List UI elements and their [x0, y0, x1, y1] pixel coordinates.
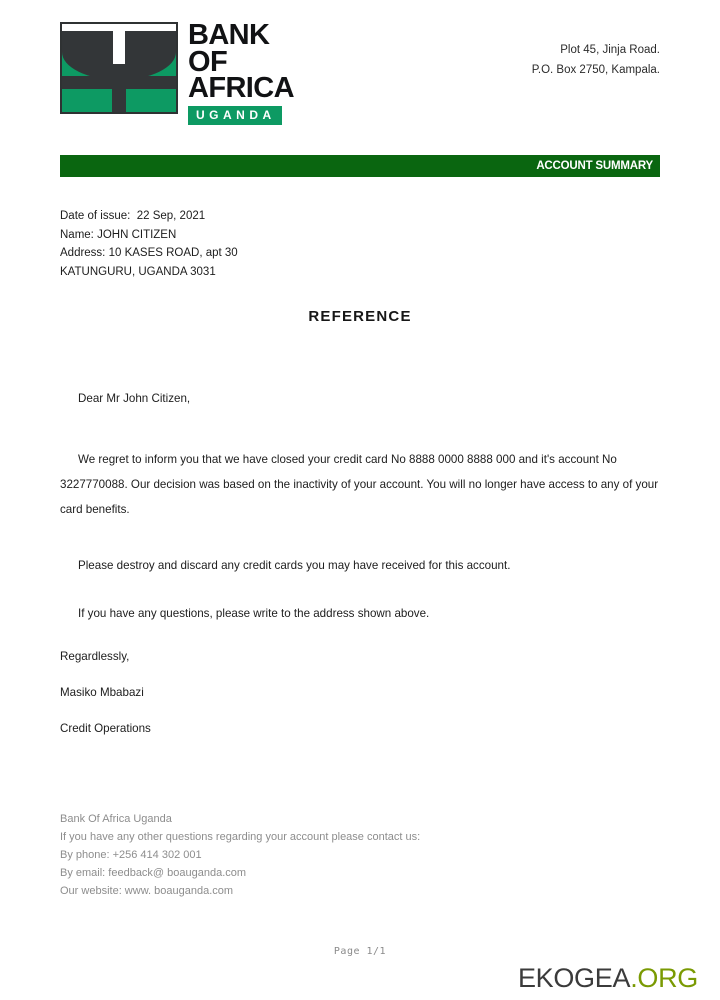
- signoff-signer-name: Masiko Mbabazi: [60, 686, 144, 699]
- logo-t-negative-space: [113, 24, 125, 64]
- footer-bank-name: Bank Of Africa Uganda: [60, 813, 172, 825]
- date-of-issue: Date of issue: 22 Sep, 2021: [60, 210, 206, 222]
- account-summary-banner-label: ACCOUNT SUMMARY: [536, 160, 653, 172]
- bank-of-africa-tree-mark-icon: [60, 22, 178, 114]
- logo-word-of: OF: [188, 45, 228, 78]
- footer-email: By email: feedback@ boauganda.com: [60, 866, 247, 879]
- bank-address-block: [532, 40, 660, 80]
- bank-logo-wordmark: [188, 19, 294, 125]
- bank-logo: [60, 19, 294, 125]
- footer-contact-intro: If you have any other questions regarding your account please contact us:: [60, 830, 421, 843]
- letter-paragraph-1: We regret to inform you that we have closed your credit card No 8888 0000 8888 000 and it's account No 3227770088. Our decision was based on the inactivity of your account. You will no longer have access to any of your card benefits.: [60, 453, 659, 517]
- bank-address-line-2: P.O. Box 2750, Kampala.: [531, 64, 660, 77]
- logo-stem-shape: [112, 56, 126, 112]
- recipient-address-line-1: Address: 10 KASES ROAD, apt 30: [60, 247, 238, 260]
- page-number: Page 1/1: [333, 946, 387, 957]
- bank-address-line-1: Plot 45, Jinja Road.: [560, 44, 660, 56]
- letter-paragraph-3: If you have any questions, please write to the address shown above.: [78, 606, 430, 620]
- logo-word-africa: AFRICA: [188, 72, 294, 105]
- letter-salutation: Dear Mr John Citizen,: [78, 392, 191, 405]
- recipient-name: Name: JOHN CITIZEN: [60, 228, 177, 241]
- reference-heading: REFERENCE: [308, 308, 412, 325]
- recipient-address-line-2: KATUNGURU, UGANDA 3031: [60, 265, 216, 278]
- signoff-closing: Regardlessly,: [60, 650, 130, 663]
- logo-word-bank: BANK: [188, 19, 270, 51]
- logo-country-badge: UGANDA: [188, 106, 282, 125]
- letter-paragraph-2: Please destroy and discard any credit cards you may have received for this account.: [78, 559, 511, 573]
- letter-signoff: [60, 650, 151, 735]
- footer-phone: By phone: +256 414 302 001: [60, 848, 202, 861]
- letter-header: [0, 0, 720, 140]
- footer-website: Our website: www. boauganda.com: [60, 884, 234, 897]
- signoff-signer-title: Credit Operations: [60, 722, 151, 735]
- letter-body: [60, 390, 664, 648]
- watermark-tld: .ORG: [630, 963, 698, 993]
- account-summary-banner: [60, 155, 660, 177]
- footer-contact-block: [60, 811, 420, 901]
- watermark-name: EKOGEA: [517, 963, 631, 993]
- ekogea-watermark: [518, 965, 698, 992]
- recipient-block: [60, 207, 238, 282]
